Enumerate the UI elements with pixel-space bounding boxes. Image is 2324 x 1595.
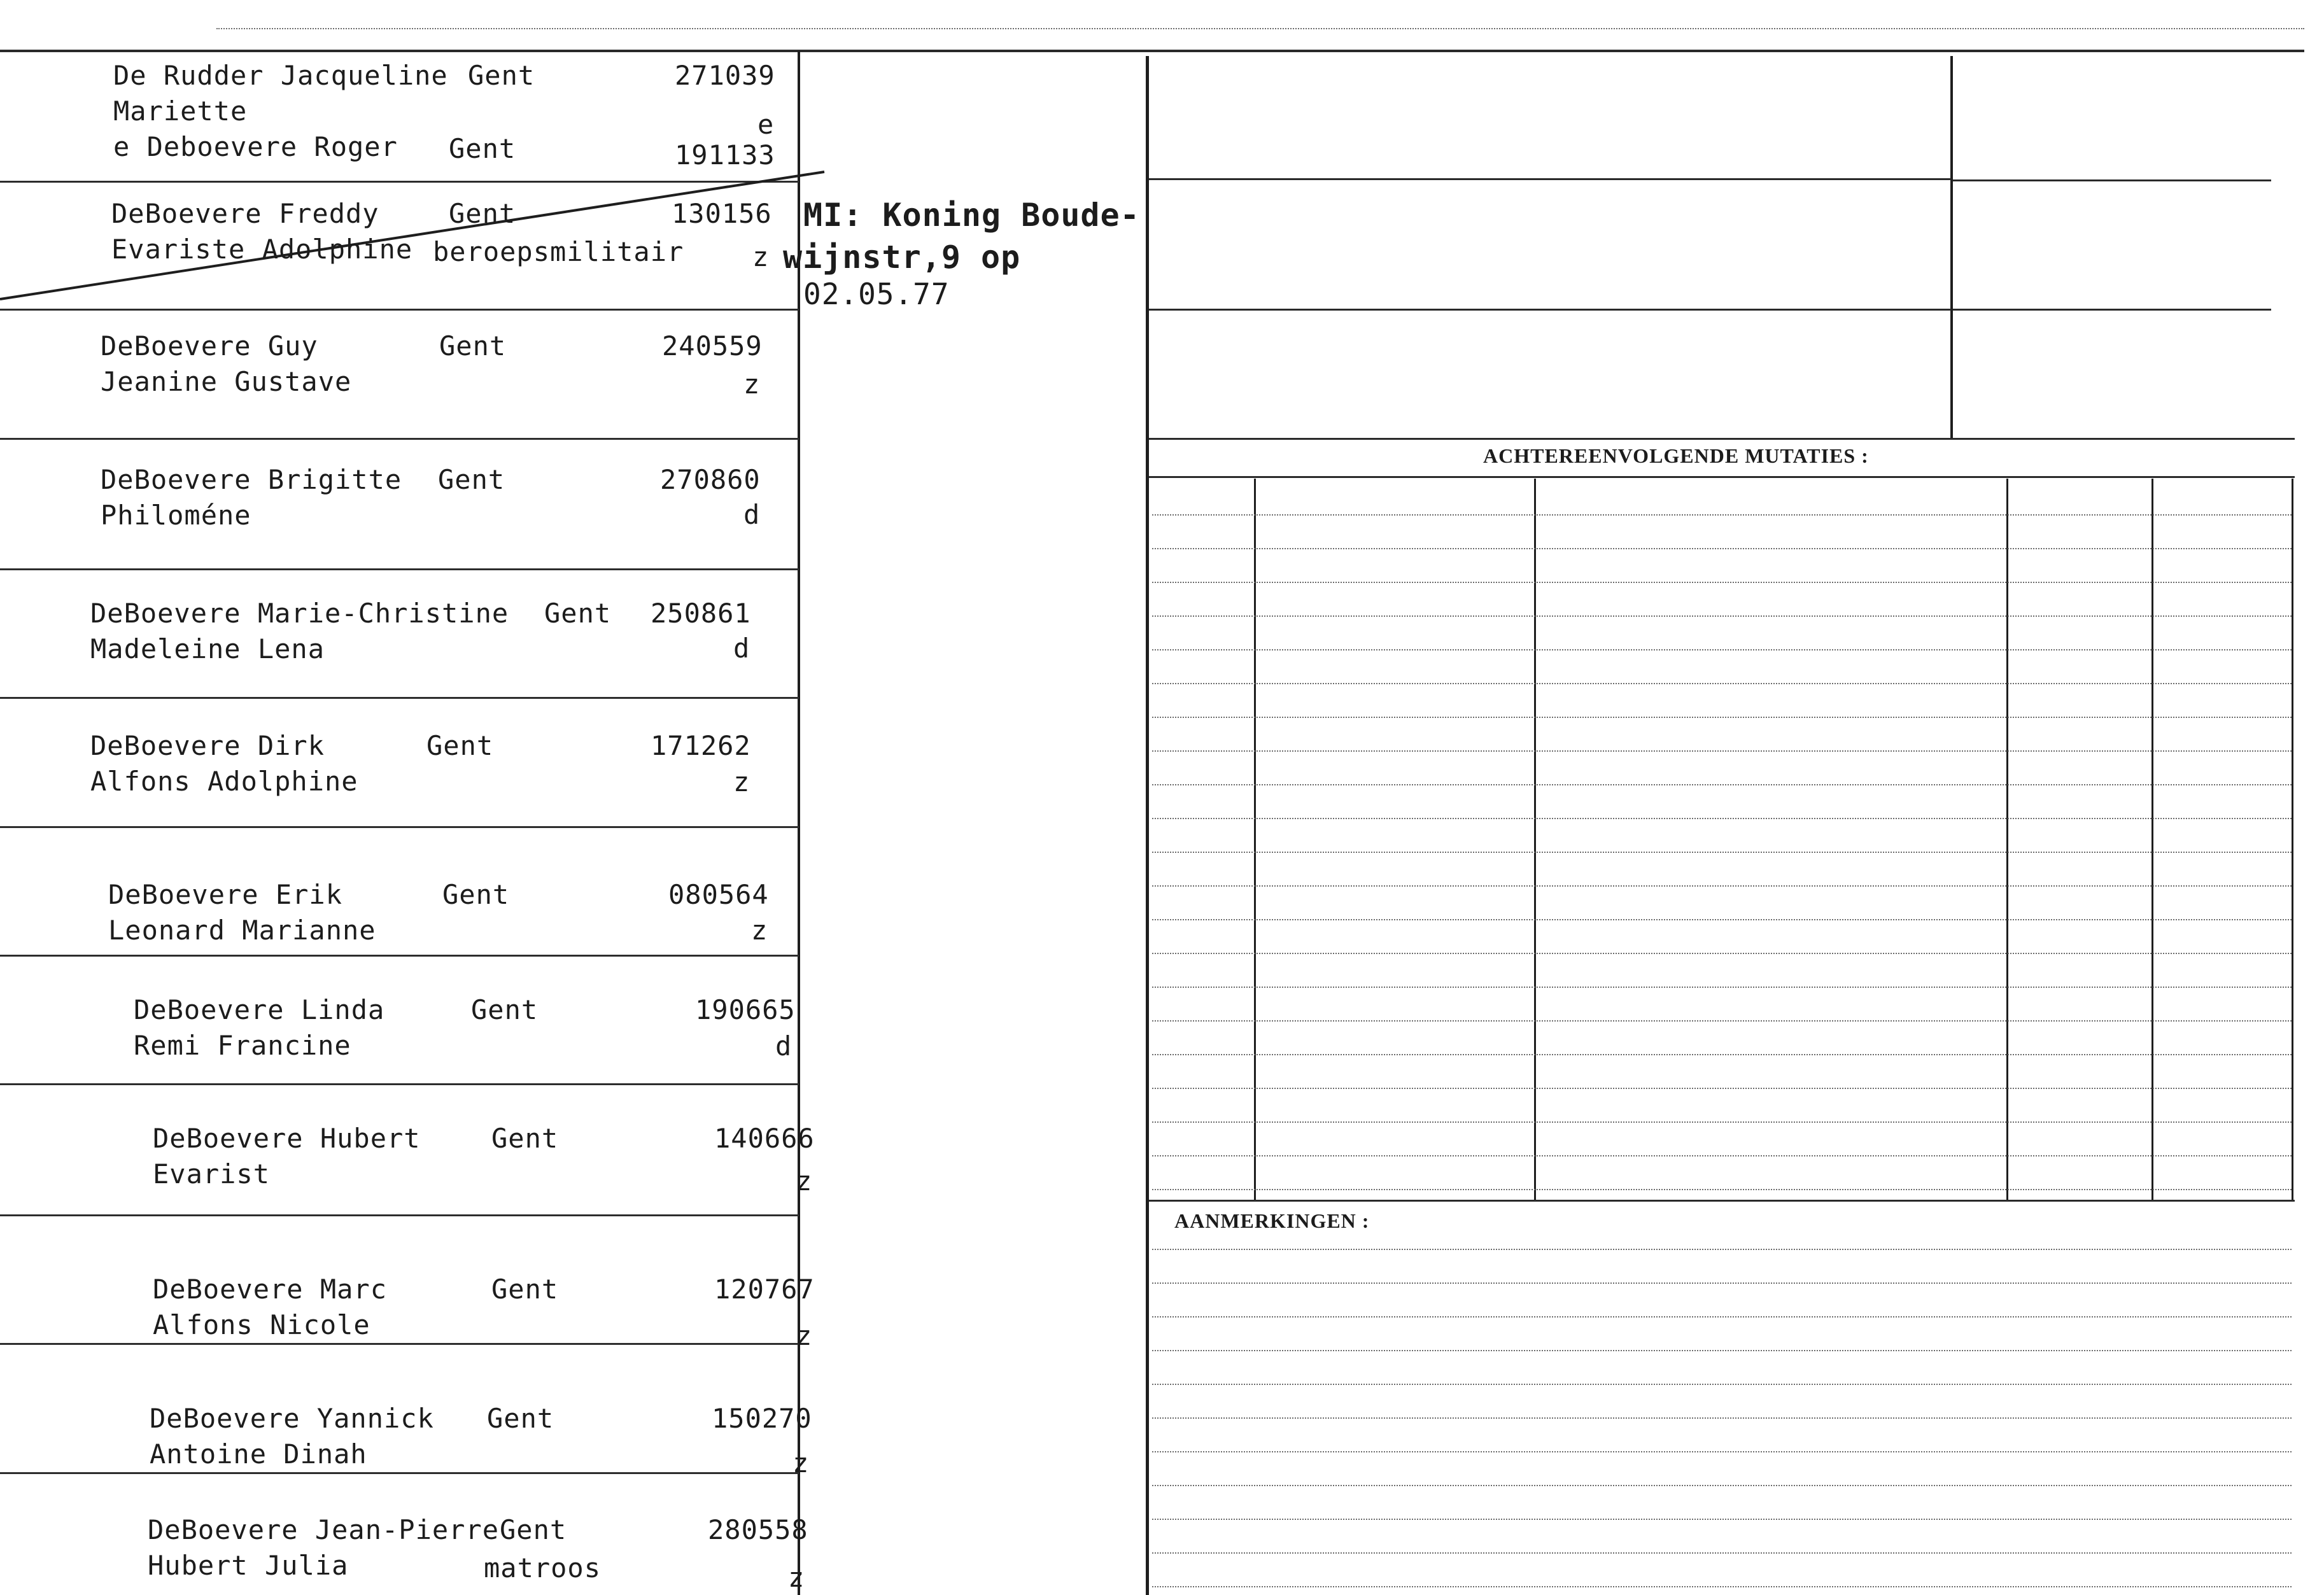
mutations-ruled-line (1152, 818, 2292, 819)
record-given-names: Hubert Julia (148, 1550, 349, 1581)
remarks-ruled-line (1152, 1350, 2292, 1351)
remarks-ruled-line (1152, 1552, 2292, 1554)
record-given-names: Alfons Nicole (153, 1309, 370, 1340)
record-date: 190665 (695, 994, 796, 1025)
address-note-line-3: 02.05.77 (803, 277, 950, 311)
address-note-line-2: wijnstr,9 op (783, 239, 1021, 276)
remarks-heading: AANMERKINGEN : (1174, 1209, 1370, 1232)
mutations-col-2 (1534, 479, 1536, 1201)
record-code: d (743, 499, 761, 530)
record-given-names: Madeleine Lena (90, 633, 325, 664)
mutations-ruled-line (1152, 649, 2292, 650)
record-place: Gent (449, 198, 516, 229)
record-code: z (792, 1447, 810, 1479)
record-date: 171262 (651, 730, 751, 761)
mutations-bottom-line (1149, 1200, 2295, 1202)
mutations-ruled-line (1152, 582, 2292, 583)
record-name: DeBoevere Jean-Pierre (148, 1514, 500, 1545)
remarks-ruled-line (1152, 1282, 2292, 1284)
remarks-ruled-line (1152, 1519, 2292, 1520)
row-separator (0, 697, 799, 699)
record-given-names: Leonard Marianne (108, 915, 376, 946)
record-extra-line: e Deboevere Roger (113, 131, 398, 162)
record-place: Gent (439, 330, 507, 362)
record-extra-date: 191133 (675, 139, 775, 171)
record-extra-place: Gent (449, 133, 516, 164)
record-place: Gent (487, 1403, 554, 1434)
mutations-ruled-line (1152, 1121, 2292, 1123)
record-place: Gent (544, 598, 612, 629)
record-date: 130156 (672, 198, 772, 229)
upper-right-line-2b (1953, 309, 2271, 311)
row-separator (0, 438, 799, 440)
mutations-ruled-line (1152, 1189, 2292, 1190)
record-name: DeBoevere Yannick (150, 1403, 434, 1434)
upper-right-line-2 (1149, 309, 1951, 311)
record-occupation: beroepsmilitair (433, 236, 684, 267)
upper-right-divider (1950, 56, 1953, 438)
record-name: DeBoevere Guy (101, 330, 318, 362)
record-date: 271039 (675, 60, 775, 91)
record-date: 250861 (651, 598, 751, 629)
remarks-ruled-line (1152, 1485, 2292, 1486)
record-code: d (775, 1030, 792, 1062)
mutations-ruled-line (1152, 953, 2292, 954)
record-place: Gent (500, 1514, 567, 1545)
mutations-ruled-line (1152, 885, 2292, 887)
record-given-names: Evarist (153, 1158, 271, 1190)
mutations-col-1 (1254, 479, 1256, 1201)
record-given-names: Jeanine Gustave (101, 366, 352, 397)
record-given-names: Mariette (113, 95, 248, 127)
remarks-ruled-line (1152, 1384, 2292, 1385)
record-place: Gent (438, 464, 505, 495)
row-separator (0, 1214, 799, 1216)
mutations-heading: ACHTEREENVOLGENDE MUTATIES : (1483, 444, 1869, 467)
row-separator (0, 1472, 799, 1474)
record-place: Gent (471, 994, 539, 1025)
record-name: DeBoevere Brigitte (101, 464, 402, 495)
mutations-ruled-line (1152, 1155, 2292, 1156)
mutations-ruled-line (1152, 615, 2292, 617)
record-given-names: Remi Francine (134, 1030, 351, 1061)
record-place: Gent (491, 1274, 559, 1305)
mutations-ruled-line (1152, 784, 2292, 785)
record-name: DeBoevere Hubert (153, 1123, 421, 1154)
record-code: z (751, 915, 768, 946)
record-name: DeBoevere Marc (153, 1274, 388, 1305)
record-given-names: Antoine Dinah (150, 1438, 367, 1470)
remarks-ruled-line (1152, 1316, 2292, 1317)
remarks-ruled-line (1152, 1249, 2292, 1250)
record-given-names: Philoméne (101, 500, 251, 531)
record-date: 270860 (660, 464, 761, 495)
mutations-ruled-line (1152, 750, 2292, 752)
record-place: Gent (468, 60, 535, 91)
record-code: z (752, 241, 770, 272)
upper-right-line-3 (1149, 438, 2295, 440)
row-separator (0, 568, 799, 570)
mutations-ruled-line (1152, 1088, 2292, 1089)
mutations-ruled-line (1152, 683, 2292, 684)
mutations-ruled-line (1152, 717, 2292, 718)
record-place: Gent (426, 730, 494, 761)
record-code: z (796, 1165, 813, 1197)
mutations-top-line (1149, 476, 2295, 478)
mutations-col-3 (2006, 479, 2008, 1201)
record-code: z (733, 766, 750, 798)
record-code: z (788, 1562, 805, 1593)
record-date: 140666 (714, 1123, 815, 1154)
record-code: z (743, 369, 761, 400)
mutations-ruled-line (1152, 1020, 2292, 1022)
record-code: z (796, 1320, 813, 1351)
record-date: 080564 (668, 879, 769, 910)
row-separator (0, 1083, 799, 1085)
record-occupation: matroos (484, 1552, 602, 1584)
record-name: DeBoevere Linda (134, 994, 385, 1025)
address-note-line-1: MI: Koning Boude- (803, 197, 1140, 234)
record-date: 240559 (662, 330, 763, 362)
record-name: DeBoevere Freddy (111, 198, 379, 229)
record-date: 120767 (714, 1274, 815, 1305)
record-name: De Rudder Jacqueline (113, 60, 448, 91)
row-separator (0, 955, 799, 957)
record-date: 280558 (708, 1514, 808, 1545)
mutations-ruled-line (1152, 514, 2292, 516)
mutations-ruled-line (1152, 548, 2292, 549)
mutations-col-5 (2292, 479, 2293, 1201)
record-place: Gent (442, 879, 510, 910)
mutations-col-4 (2151, 479, 2153, 1201)
record-given-names: Alfons Adolphine (90, 766, 358, 797)
remarks-ruled-line (1152, 1451, 2292, 1452)
record-code: e (757, 109, 775, 140)
remarks-ruled-line (1152, 1417, 2292, 1419)
upper-right-line-1b (1953, 179, 2271, 181)
record-name: DeBoevere Erik (108, 879, 343, 910)
mutations-ruled-line (1152, 919, 2292, 920)
row-separator (0, 826, 799, 828)
mutations-ruled-line (1152, 1054, 2292, 1055)
row-separator (0, 309, 799, 311)
record-date: 150270 (712, 1403, 812, 1434)
top-border (0, 50, 2304, 52)
mutations-ruled-line (1152, 987, 2292, 988)
row-separator (0, 1343, 799, 1345)
top-dotted-edge (216, 28, 2304, 29)
record-name: DeBoevere Dirk (90, 730, 325, 761)
mutations-left-border (1146, 56, 1149, 1595)
record-given-names: Evariste Adolphine (111, 234, 413, 265)
remarks-ruled-line (1152, 1586, 2292, 1587)
record-place: Gent (491, 1123, 559, 1154)
upper-right-line-1 (1149, 178, 1951, 180)
mutations-ruled-line (1152, 852, 2292, 853)
record-name: DeBoevere Marie-Christine (90, 598, 509, 629)
record-code: d (733, 633, 750, 664)
